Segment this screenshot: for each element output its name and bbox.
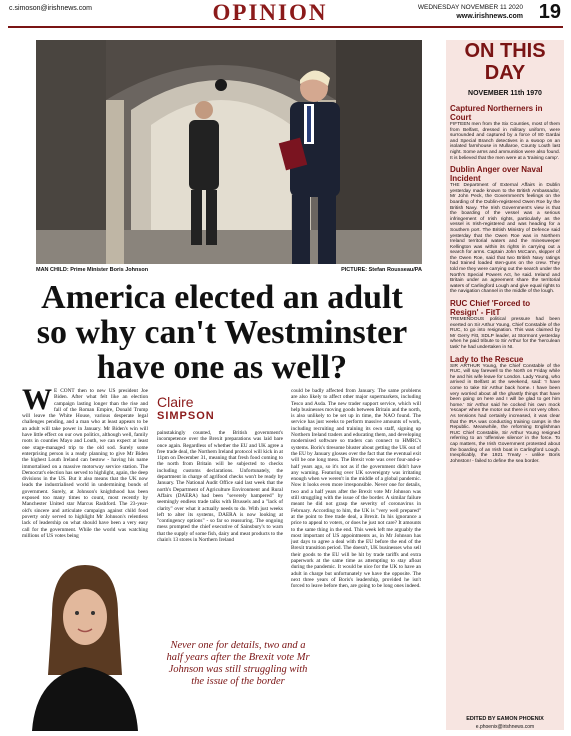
- author-photo-illustration: [22, 555, 148, 731]
- column-2-text: painstakingly counted, the British government's incompetence over the Brexit preparations was laid bare once again. Regardless of whether the EU and UK agree a free trade deal, the Northern Ireland protocol will kick in at 11pm on December 31, meaning that fresh food coming to the north from Britain will be subjected to checks including customs declarations. Unfortunately, the department in charge of agrifood checks won't be ready by January. The National Audit Office said last week that the north's Department of Agriculture Environment and Rural Affairs (DAERA) had been "severely hampered" by seemingly endless trade talks with Brussels and a "lack of clarity" over what it actually needs to do. With just weeks left to alter its systems, DAERA is now looking at "contingency options" - so far so reassuring. The ongoing mess prompted the chief executive of Sainsbury's to warn that the supply of some fish, dairy and meat products to the chain's 13 stores in Northern Ireland: [157, 430, 283, 544]
- author-email: c.simoson@irishnews.com: [9, 5, 92, 12]
- column-3-text: could be badly affected from January. The same problems are also likely to affect other major supermarkets, including Tesco and Asda. The new trader support service, which will help businesses moving goods between Britain and the north, is also unlikely to be set up in time, the NAO found. The service has just weeks to perform massive amounts of work, including recruiting and training its own staff, signing up Northern Ireland traders and educating them, and developing modernised software so traders can connect to HMRC's systems. Boris's tiresome bluster about getting the UK out of the EU by January glosses over the fact that the eventual exit will be one long mess. The Brexit vote was over four-and-a-half years ago, so it's not as if the government didn't have any warning. Featuring over UK sovereignty was irritating enough when we weren't in the middle of a global pandemic. Now it looks even more irresponsible. Never one for details, two and a half years after the Brexit vote Mr Johnson was still struggling with the issue of the border. A similar failure meant he did not grasp the severity of coronavirus in February. According to him, the UK is "very well prepared" at the point to free trade deal, a Brexit. In his ignorance a price to appeal to voters, or does he just not care? It amounts to the same thing in the end. This week left me arguably the most important of US appointments as, in Mr Johnson has just days to agree a deal with the EU before the end of the Brexit transition period. The doesn't, UK businesses who sell their goods to the EU will be hit by trade tariffs and extra paperwork at the same time as attempting to stay afloat during the pandemic. It would be nice for the UK to have an adult in charge but unfortunately we have the opposite. The next three years of Boris's leadership, provided he isn't forced to leave before then, are going to be long ones indeed.: [291, 388, 421, 590]
- on-this-day-stories: [450, 104, 560, 716]
- corridor-photo-illustration: [36, 40, 422, 264]
- story-dublin-anger: [450, 165, 560, 295]
- story-body: THE Department of External Affairs in Dublin yesterday made known to the British Ambassador, Mr John Peck, the Government's feelings on the boarding of the Dublin-registered Owen Roe by the British Navy. The Irish Government's view is that the boarding of the vessel was a serious infringement of Irish rights, particularly as the vessel is Irish-registered and was heading for a Southern port. The British Ministry of Defence said yesterday that the Owen Roe was in Northern Ireland territorial waters and the minesweeper Kellington was within its rights in carrying out a search for arms. Captain John McCann, skipper of the Owen Roe, said that two British Navy ratings had trained loaded sten-guns on the crew. They told me they were carrying out the search under the North's Special Powers Act, he said. Ireland and Britain under an agreement share the territorial waters of Carlingford Lough and give equal rights to the navigation channel in the middle of the lough.: [450, 183, 560, 295]
- lead-photo: [36, 40, 422, 264]
- pull-quote: Never one for details, two and a half years after the Brexit vote Mr Johnson was still struggling with the issue of the border: [166, 640, 310, 687]
- photo-credit: PICTURE: Stefan Rousseau/PA: [341, 267, 422, 273]
- story-heading: Lady to the Rescue: [450, 354, 524, 364]
- on-this-day-title: [446, 40, 564, 84]
- article-column-1: [22, 388, 148, 553]
- sidebar-editor: EDITED BY EAMON PHOENIX: [466, 716, 544, 722]
- story-lady-rescue: [450, 355, 560, 465]
- sidebar-editor-email[interactable]: e.phoenix@irishnews.com: [475, 724, 535, 730]
- byline-last-name: SIMPSON: [157, 410, 215, 422]
- article-column-2: [157, 430, 283, 630]
- photo-caption: MAN CHILD: Prime Minister Boris Johnson: [36, 267, 149, 273]
- story-captured-northerners: [450, 104, 560, 161]
- story-ruc-chief: [450, 299, 560, 351]
- story-body: FIFTEEN men from the Six Counties, most of them from Belfast, dressed in military uniform, were surrounded and captured by a force of 80 Gardai and Special Branch detectives in a swoop on an isolated farmhouse in Mullaroe, County Louth last night. Some arms and ammunition were also found. It is believed that the men were at a 'training camp'.: [450, 122, 560, 161]
- on-this-day-title-line1: ON THIS: [464, 40, 546, 62]
- issue-date: WEDNESDAY NOVEMBER 11 2020: [417, 4, 523, 11]
- header-dateline: [418, 3, 523, 21]
- drop-cap: W: [22, 388, 52, 416]
- author-portrait: [22, 555, 148, 731]
- page-number: 19: [538, 1, 561, 23]
- byline-first-name: Claire: [157, 394, 194, 410]
- section-title: OPINION: [212, 0, 328, 25]
- story-body: SIR ARTHUR Young, the Chief Constable of the RUC, will say farewell to the North on Friday while he and his wife leave for London. Lady Young, who arrived in Belfast at the weekend, said: 'I have come to take Sir Arthur back home. I have been very worried about all the ghastly things that have been going on here and I will be glad to get him home.' Sir Arthur said he cocked his own mock 'escape' when the motor out there is not very often. As tensions had certainly increased, it was clear that the IRA was conducting training camps in the Republic. Meanwhile, the reforming Englishman RUC Chief Constable, Sir Arthur Young resigned referring to an 'offensive silence' in the force. To cap matters, the Irish Government protested about the boarding of an Irish boat in Carlingford Lough. Inexplicably, the 1921 Treaty - unlike Boris Johnston! - failed to define the sea border.: [450, 363, 560, 464]
- story-body: TREMENDOUS political pressure had been exerted on Sir Arthur Young, Chief Constable of the RUC, to go into resignation. This was claimed by Mr Gerry Fitt, SDLP leader, at Stormont yesterday when he paid tribute to Sir Arthur for the 'herculean task' he had undertaken in NI.: [450, 317, 560, 350]
- site-url[interactable]: www.irishnews.com: [456, 13, 523, 20]
- on-this-day-title-line2: DAY: [484, 62, 526, 84]
- column-1-text: E CONT then to new US president Joe Biden. After what felt like an election campaign lasting longer than the rise and fall of the Roman Empire, Donald Trump will leave the White House, various desperate legal challenges pending, and a man who at least appears to be an adult will take power in January. Mr Biden's win will have little effect on our own politics, although well, family roots in counties Mayo and Louth, we can expect at least one stage-managed trip to the old sod. Surely some enterprising person is a ready planning to give Mr Biden the highest Louth Ireland can bestow - having his name immortalised on a massive motorway service station. The Democrat's election has served to highlight, again, the deep divisions in the US. But it also means that the UK now leads the industrialised world in undermining bonds of government. Surely, at Johnson's knighthood has been exposed too many times to count, most recently by Manchester United star Marcus Rashford. The 23-year-old's sincere and articulate campaign against child food poverty only served to highlight Mr Johnson's relentless lack of leadership on what should have been a very easy call for the government. While the world was watching millions of US votes being: [22, 388, 148, 539]
- headline: America elected an adult so why can't Westminster have one as well?: [36, 279, 408, 386]
- on-this-day-date: NOVEMBER 11th 1970: [468, 90, 542, 97]
- story-heading: RUC Chief 'Forced to Resign' - FitT: [450, 299, 531, 318]
- header-rule: [8, 26, 563, 28]
- story-heading: Dublin Anger over Naval Incident: [450, 165, 543, 184]
- story-heading: Captured Northerners in Court: [450, 104, 543, 122]
